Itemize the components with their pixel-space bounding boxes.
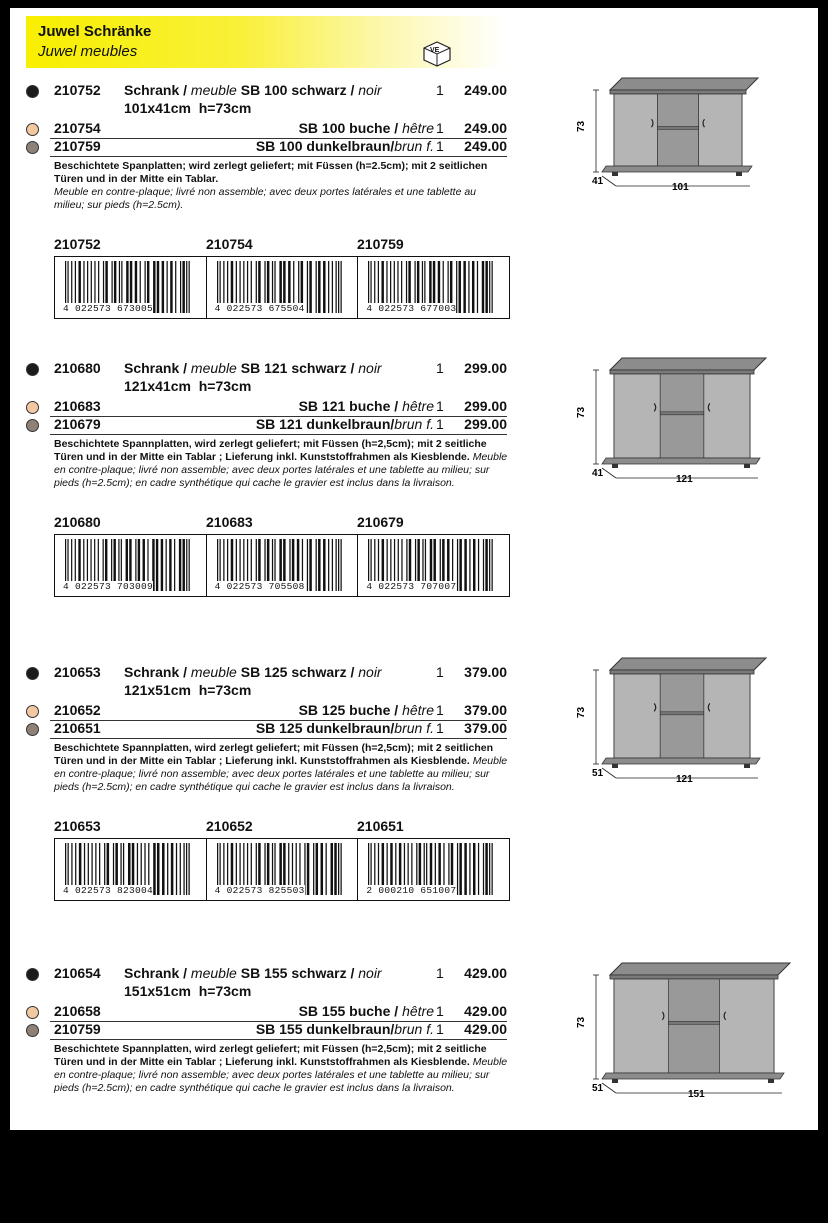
barcode-number: 2 000210 651007 xyxy=(366,885,457,896)
quantity: 1 xyxy=(436,120,444,136)
quantity: 1 xyxy=(436,1003,444,1019)
color-fr: hêtre xyxy=(402,702,434,718)
text-fr: Meuble en contre-plaque; livré non assemble; avec deux portes latérales et une tablette au milieu; sur pieds (h=2.5cm). xyxy=(54,186,477,211)
color-swatch-beech xyxy=(26,705,39,718)
article-number: 210759 xyxy=(54,138,101,154)
barcode xyxy=(207,839,359,900)
barcode xyxy=(55,839,207,900)
cabinet-drawing xyxy=(576,68,774,193)
barcode xyxy=(55,535,207,596)
product-section xyxy=(10,963,818,1223)
barcode xyxy=(55,257,207,318)
barcode-number: 4 022573 707007 xyxy=(366,581,457,592)
color-fr: hêtre xyxy=(402,398,434,414)
product-description: Schrank / meuble SB 100 schwarz / noir xyxy=(124,82,382,98)
barcode-number: 4 022573 675504 xyxy=(214,303,305,314)
packaging-unit-icon xyxy=(420,38,454,68)
barcode-number: 4 022573 677003 xyxy=(366,303,457,314)
drawing-height-label: 73 xyxy=(576,406,587,418)
dimensions: 121x51cm h=73cm xyxy=(124,682,252,698)
product-line xyxy=(50,664,507,682)
color-swatch-brown xyxy=(26,419,39,432)
quantity: 1 xyxy=(436,398,444,414)
product-line xyxy=(50,720,507,739)
price: 379.00 xyxy=(464,702,507,718)
lead-fr: meuble xyxy=(190,664,237,680)
color-swatch-beech xyxy=(26,1006,39,1019)
color-swatch-black xyxy=(26,363,39,376)
color-swatch-brown xyxy=(26,1024,39,1037)
price: 379.00 xyxy=(464,664,507,680)
catalog-page xyxy=(10,8,818,1130)
drawing-depth-label: 51 xyxy=(592,768,604,779)
barcode-number: 4 022573 705508 xyxy=(214,581,305,592)
drawing-depth-label: 41 xyxy=(592,468,604,479)
color-fr: hêtre xyxy=(402,120,434,136)
price: 429.00 xyxy=(464,1003,507,1019)
color-swatch-black xyxy=(26,667,39,680)
product-line xyxy=(50,82,507,100)
color-fr: brun f. xyxy=(394,1021,434,1037)
article-number: 210759 xyxy=(54,1021,101,1037)
lead-fr: meuble xyxy=(190,965,237,981)
price: 429.00 xyxy=(464,1021,507,1037)
price: 299.00 xyxy=(464,360,507,376)
product-section xyxy=(10,80,818,340)
quantity: 1 xyxy=(436,360,444,376)
product-description: SB 100 buche / hêtre xyxy=(298,120,434,136)
quantity: 1 xyxy=(436,138,444,154)
price: 299.00 xyxy=(464,416,507,432)
color-fr: brun f. xyxy=(394,720,434,736)
barcode-label: 210651 xyxy=(357,818,404,834)
model-name: SB 121 schwarz xyxy=(240,360,347,376)
barcode-number: 4 022573 825503 xyxy=(214,885,305,896)
product-description: Schrank / meuble SB 125 schwarz / noir xyxy=(124,664,382,680)
color-fr: hêtre xyxy=(402,1003,434,1019)
product-line xyxy=(50,702,507,721)
barcode-label: 210752 xyxy=(54,236,101,252)
article-number: 210652 xyxy=(54,702,101,718)
model-name: SB 125 buche xyxy=(298,702,391,718)
dimensions: 151x51cm h=73cm xyxy=(124,983,252,999)
barcode-number: 4 022573 823004 xyxy=(63,885,154,896)
barcode-label: 210679 xyxy=(357,514,404,530)
dimensions: 101x41cm h=73cm xyxy=(124,100,252,116)
article-number: 210754 xyxy=(54,120,101,136)
quantity: 1 xyxy=(436,416,444,432)
product-description: SB 100 dunkelbraun/brun f. xyxy=(255,138,434,154)
text-de: Beschichtete Spannplatten, wird zerlegt geliefert; mit Füssen (h=2,5cm); mit 2 seitliche Türen und in der Mitte ein Tablar ; Lieferung inkl. Kunststoffrahmen als Kiesblende. xyxy=(54,1043,487,1068)
product-text xyxy=(54,1043,509,1095)
drawing-height-label: 73 xyxy=(576,706,587,718)
article-number: 210683 xyxy=(54,398,101,414)
barcode-labels xyxy=(54,236,514,254)
drawing-depth-label: 51 xyxy=(592,1083,604,1094)
product-section xyxy=(10,358,818,618)
model-name: SB 125 dunkelbraun xyxy=(255,720,391,736)
product-description: SB 155 buche / hêtre xyxy=(298,1003,434,1019)
color-fr: brun f. xyxy=(394,138,434,154)
barcode-labels xyxy=(54,514,514,532)
article-number: 210680 xyxy=(54,360,101,376)
model-name: SB 155 buche xyxy=(298,1003,391,1019)
product-description: Schrank / meuble SB 121 schwarz / noir xyxy=(124,360,382,376)
drawing-width-label: 101 xyxy=(672,182,689,193)
price: 429.00 xyxy=(464,965,507,981)
article-number: 210658 xyxy=(54,1003,101,1019)
barcode xyxy=(358,257,509,318)
cabinet-drawing xyxy=(576,953,806,1100)
article-number: 210651 xyxy=(54,720,101,736)
product-text xyxy=(54,160,509,212)
quantity: 1 xyxy=(436,1021,444,1037)
color-swatch-beech xyxy=(26,401,39,414)
quantity: 1 xyxy=(436,965,444,981)
barcode xyxy=(207,535,359,596)
cabinet-drawing xyxy=(576,648,782,785)
barcode-number: 4 022573 703009 xyxy=(63,581,154,592)
color-swatch-beech xyxy=(26,123,39,136)
header-title-de: Juwel Schränke xyxy=(38,23,152,40)
drawing-depth-label: 41 xyxy=(592,176,604,187)
model-name: SB 125 schwarz xyxy=(240,664,347,680)
product-line xyxy=(50,120,507,139)
price: 299.00 xyxy=(464,398,507,414)
product-text xyxy=(54,742,509,794)
product-line xyxy=(50,1021,507,1040)
color-fr: noir xyxy=(358,664,382,680)
product-line xyxy=(50,360,507,378)
product-line xyxy=(50,1003,507,1022)
lead-fr: meuble xyxy=(190,82,237,98)
color-fr: noir xyxy=(358,360,382,376)
product-line xyxy=(50,965,507,983)
price: 379.00 xyxy=(464,720,507,736)
text-fr: Meuble en contre-plaque; livré non assemble; avec deux portes latérales et une tablette au milieu; sur pieds (h=2.5cm); en cadre synthétique qui cache le gravier est inclus dans la livraison. xyxy=(54,1056,508,1094)
barcode-box xyxy=(54,256,510,319)
dimensions: 121x41cm h=73cm xyxy=(124,378,252,394)
text-de: Beschichtete Spannplatten, wird zerlegt geliefert; mit Füssen (h=2,5cm); mit 2 seitliche Türen und in der Mitte ein Tablar ; Lieferung inkl. Kunststoffrahmen als Kiesblende. xyxy=(54,438,487,463)
drawing-width-label: 121 xyxy=(676,474,693,485)
product-section xyxy=(10,662,818,922)
color-swatch-black xyxy=(26,85,39,98)
barcode-box xyxy=(54,838,510,901)
text-fr: Meuble en contre-plaque; livré non assemble; avec deux portes latérales et une tablette au milieu; sur pieds (h=2.5cm); en cadre synthétique qui cache le gravier est inclus dans la livraison. xyxy=(54,755,508,793)
lead-de: Schrank xyxy=(124,664,180,680)
model-name: SB 155 dunkelbraun xyxy=(255,1021,391,1037)
barcode-label: 210680 xyxy=(54,514,101,530)
product-line xyxy=(50,398,507,417)
quantity: 1 xyxy=(436,702,444,718)
quantity: 1 xyxy=(436,664,444,680)
barcode-label: 210652 xyxy=(206,818,253,834)
barcode-label: 210754 xyxy=(206,236,253,252)
product-description: Schrank / meuble SB 155 schwarz / noir xyxy=(124,965,382,981)
header-title-fr: Juwel meubles xyxy=(38,43,138,60)
product-line xyxy=(50,416,507,435)
color-swatch-black xyxy=(26,968,39,981)
barcode xyxy=(207,257,359,318)
barcode xyxy=(358,535,509,596)
lead-de: Schrank xyxy=(124,82,180,98)
color-fr: noir xyxy=(358,82,382,98)
text-fr: Meuble en contre-plaque; livré non assemble; avec deux portes latérales et une tablette au milieu; sur pieds (h=2.5cm); en cadre synthétique qui cache le gravier est inclus dans la livraison. xyxy=(54,451,508,489)
lead-de: Schrank xyxy=(124,360,180,376)
barcode-number: 4 022573 673005 xyxy=(63,303,154,314)
quantity: 1 xyxy=(436,82,444,98)
model-name: SB 155 schwarz xyxy=(240,965,347,981)
color-fr: noir xyxy=(358,965,382,981)
text-de: Beschichtete Spannplatten, wird zerlegt geliefert; mit Füssen (h=2,5cm); mit 2 seitlichen Türen und in der Mitte ein Tablar ; Lieferung inkl. Kunststoffrahmen als Kiesblende. xyxy=(54,742,494,767)
color-fr: brun f. xyxy=(394,416,434,432)
lead-de: Schrank xyxy=(124,965,180,981)
model-name: SB 100 schwarz xyxy=(240,82,347,98)
model-name: SB 100 buche xyxy=(298,120,391,136)
product-description: SB 155 dunkelbraun/brun f. xyxy=(255,1021,434,1037)
lead-fr: meuble xyxy=(190,360,237,376)
model-name: SB 100 dunkelbraun xyxy=(255,138,391,154)
barcode-labels xyxy=(54,818,514,836)
cabinet-drawing xyxy=(576,348,782,485)
quantity: 1 xyxy=(436,720,444,736)
barcode xyxy=(358,839,509,900)
drawing-height-label: 73 xyxy=(576,120,587,132)
product-description: SB 121 buche / hêtre xyxy=(298,398,434,414)
model-name: SB 121 buche xyxy=(298,398,391,414)
article-number: 210654 xyxy=(54,965,101,981)
barcode-label: 210653 xyxy=(54,818,101,834)
product-description: SB 125 dunkelbraun/brun f. xyxy=(255,720,434,736)
article-number: 210679 xyxy=(54,416,101,432)
price: 249.00 xyxy=(464,120,507,136)
article-number: 210653 xyxy=(54,664,101,680)
drawing-width-label: 121 xyxy=(676,774,693,785)
packaging-unit-label: VE xyxy=(430,47,440,54)
product-description: SB 121 dunkelbraun/brun f. xyxy=(255,416,434,432)
product-description: SB 125 buche / hêtre xyxy=(298,702,434,718)
drawing-height-label: 73 xyxy=(576,1016,587,1028)
barcode-label: 210759 xyxy=(357,236,404,252)
price: 249.00 xyxy=(464,82,507,98)
color-swatch-brown xyxy=(26,723,39,736)
drawing-width-label: 151 xyxy=(688,1089,705,1100)
product-text xyxy=(54,438,509,490)
text-de: Beschichtete Spanplatten; wird zerlegt geliefert; mit Füssen (h=2.5cm); mit 2 seitlichen Türen und in der Mitte ein Tablar. xyxy=(54,160,488,185)
price: 249.00 xyxy=(464,138,507,154)
model-name: SB 121 dunkelbraun xyxy=(255,416,391,432)
color-swatch-brown xyxy=(26,141,39,154)
barcode-box xyxy=(54,534,510,597)
product-line xyxy=(50,138,507,157)
barcode-label: 210683 xyxy=(206,514,253,530)
article-number: 210752 xyxy=(54,82,101,98)
